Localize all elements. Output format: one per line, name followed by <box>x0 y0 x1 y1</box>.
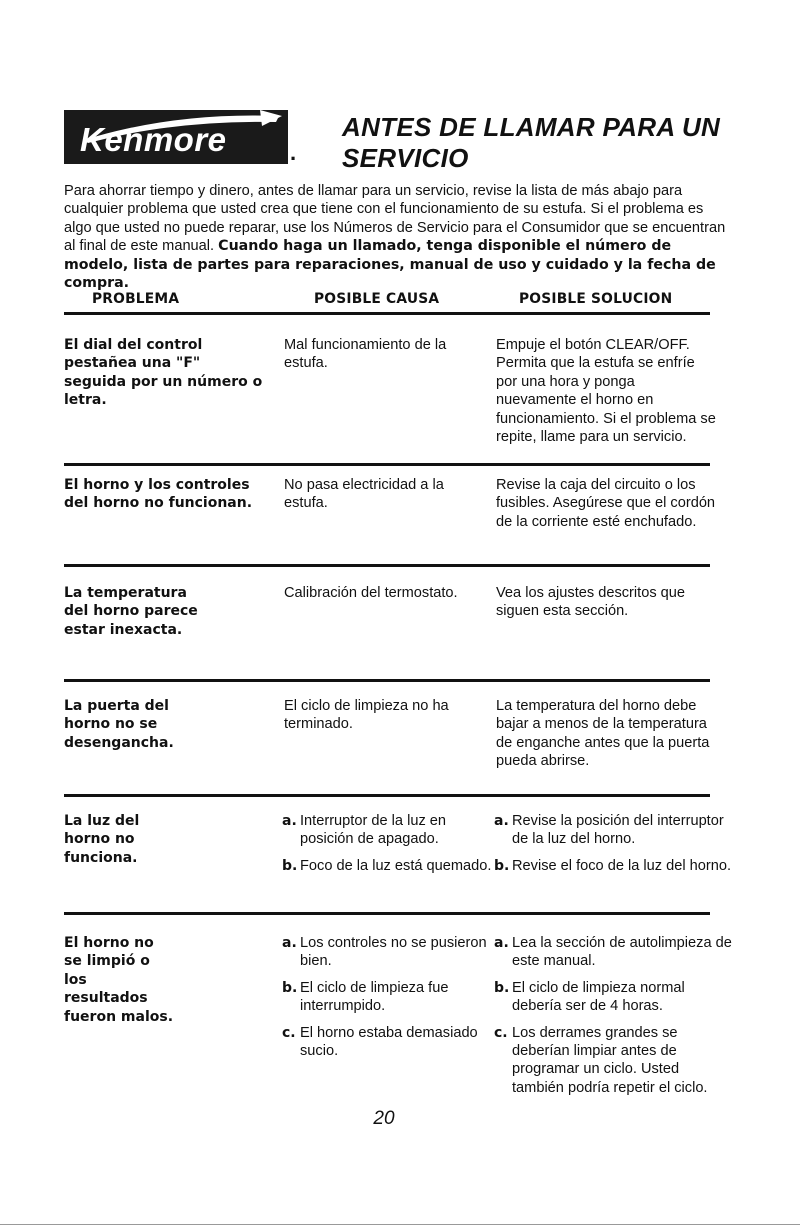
problem-cell: El dial del control pestañea una "F" seguida por un número o letra. <box>64 337 263 409</box>
intro-bold-text: Cuando haga un llamado, tenga disponible el número de modelo, lista de partes para reparaciones, manual de uso y cuidado y la fecha de compra. <box>64 238 716 292</box>
solution-cell <box>496 934 732 1105</box>
problem-cell: La luz del horno no funciona. <box>64 813 140 866</box>
row-divider <box>64 679 710 682</box>
solution-cell: Vea los ajustes descritos que siguen esta sección. <box>496 585 686 620</box>
cause-cell: No pasa electricidad a la estufa. <box>284 477 444 512</box>
solution-cell: Empuje el botón CLEAR/OFF. Permita que la estufa se enfríe por una hora y ponga nuevamente el horno en funcionamiento. Si el problema se repite, llame para un servicio. <box>496 337 716 446</box>
item-letter: b. <box>282 979 298 996</box>
page-title: ANTES DE LLAMAR PARA UN SERVICIO <box>342 112 721 173</box>
logo-registered-dot: . <box>290 140 297 165</box>
cause-cell: El ciclo de limpieza no ha terminado. <box>284 698 449 733</box>
item-letter: b. <box>494 979 510 996</box>
item-text: Interruptor de la luz en posición de apagado. <box>300 813 447 848</box>
item-text: Revise la posición del interruptor de la luz del horno. <box>512 813 724 848</box>
list-item <box>282 857 500 875</box>
item-letter: b. <box>282 857 298 874</box>
column-header-problem: PROBLEMA <box>92 291 180 307</box>
problem-cell: La temperatura del horno parece estar inexacta. <box>64 585 198 638</box>
list-item <box>494 934 732 971</box>
item-letter: a. <box>282 935 297 951</box>
list-item <box>494 1024 732 1098</box>
kenmore-logo <box>64 110 288 164</box>
list-item <box>282 934 500 971</box>
item-letter: a. <box>282 813 297 829</box>
item-text: El ciclo de limpieza normal debería ser de 4 horas. <box>512 979 685 1015</box>
item-letter: c. <box>494 1024 508 1041</box>
column-header-cause: POSIBLE CAUSA <box>314 291 440 307</box>
item-letter: a. <box>494 813 509 829</box>
intro-paragraph <box>64 182 732 292</box>
item-text: El ciclo de limpieza fue interrumpido. <box>300 979 449 1015</box>
problem-cell: El horno no se limpió o los resultados fueron malos. <box>64 935 174 1025</box>
list-item <box>282 1024 500 1061</box>
item-letter: a. <box>494 935 509 951</box>
item-letter: c. <box>282 1024 296 1041</box>
item-text: Lea la sección de autolimpieza de este manual. <box>512 935 732 970</box>
item-letter: b. <box>494 857 510 874</box>
item-text: Revise el foco de la luz del horno. <box>512 857 732 874</box>
list-item <box>282 979 500 1016</box>
list-item <box>282 812 500 849</box>
header-rule <box>64 312 710 315</box>
list-item <box>494 857 732 875</box>
problem-cell: La puerta del horno no se desengancha. <box>64 698 174 751</box>
solution-cell <box>496 812 732 883</box>
column-header-solution: POSIBLE SOLUCION <box>519 291 673 307</box>
page-number: 20 <box>373 1108 395 1129</box>
item-text: Los derrames grandes se deberían limpiar antes de programar un ciclo. Usted también podría repetir el ciclo. <box>512 1024 708 1096</box>
cause-cell: Calibración del termostato. <box>284 585 458 601</box>
logo-text: Kenmore <box>80 121 227 158</box>
cause-cell <box>284 934 500 1068</box>
item-text: Foco de la luz está quemado. <box>300 857 492 874</box>
list-item <box>494 812 732 849</box>
solution-cell: Revise la caja del circuito o los fusibles. Asegúrese que el cordón de la corriente esté enchufado. <box>496 477 716 530</box>
problem-cell: El horno y los controles del horno no funcionan. <box>64 477 253 512</box>
item-text: Los controles no se pusieron bien. <box>300 935 487 970</box>
row-divider <box>64 463 710 466</box>
row-divider <box>64 912 710 915</box>
cause-cell: Mal funcionamiento de la estufa. <box>284 337 447 372</box>
intro-text: Para ahorrar tiempo y dinero, antes de llamar para un servicio, revise la lista de más abajo para cualquier problema que usted crea que tiene con el funcionamiento de su estufa. Si el problema es algo que usted no puede reparar, use los Números de Servicio para el Consumidor que se encuentran al final de este manual. <box>64 183 726 255</box>
cause-cell <box>284 812 500 883</box>
row-divider <box>64 564 710 567</box>
page-edge-line <box>0 1224 800 1225</box>
solution-cell: La temperatura del horno debe bajar a menos de la temperatura de enganche antes que la puerta pueda abrirse. <box>496 698 710 770</box>
row-divider <box>64 794 710 797</box>
list-item <box>494 979 732 1016</box>
item-text: El horno estaba demasiado sucio. <box>300 1024 478 1060</box>
